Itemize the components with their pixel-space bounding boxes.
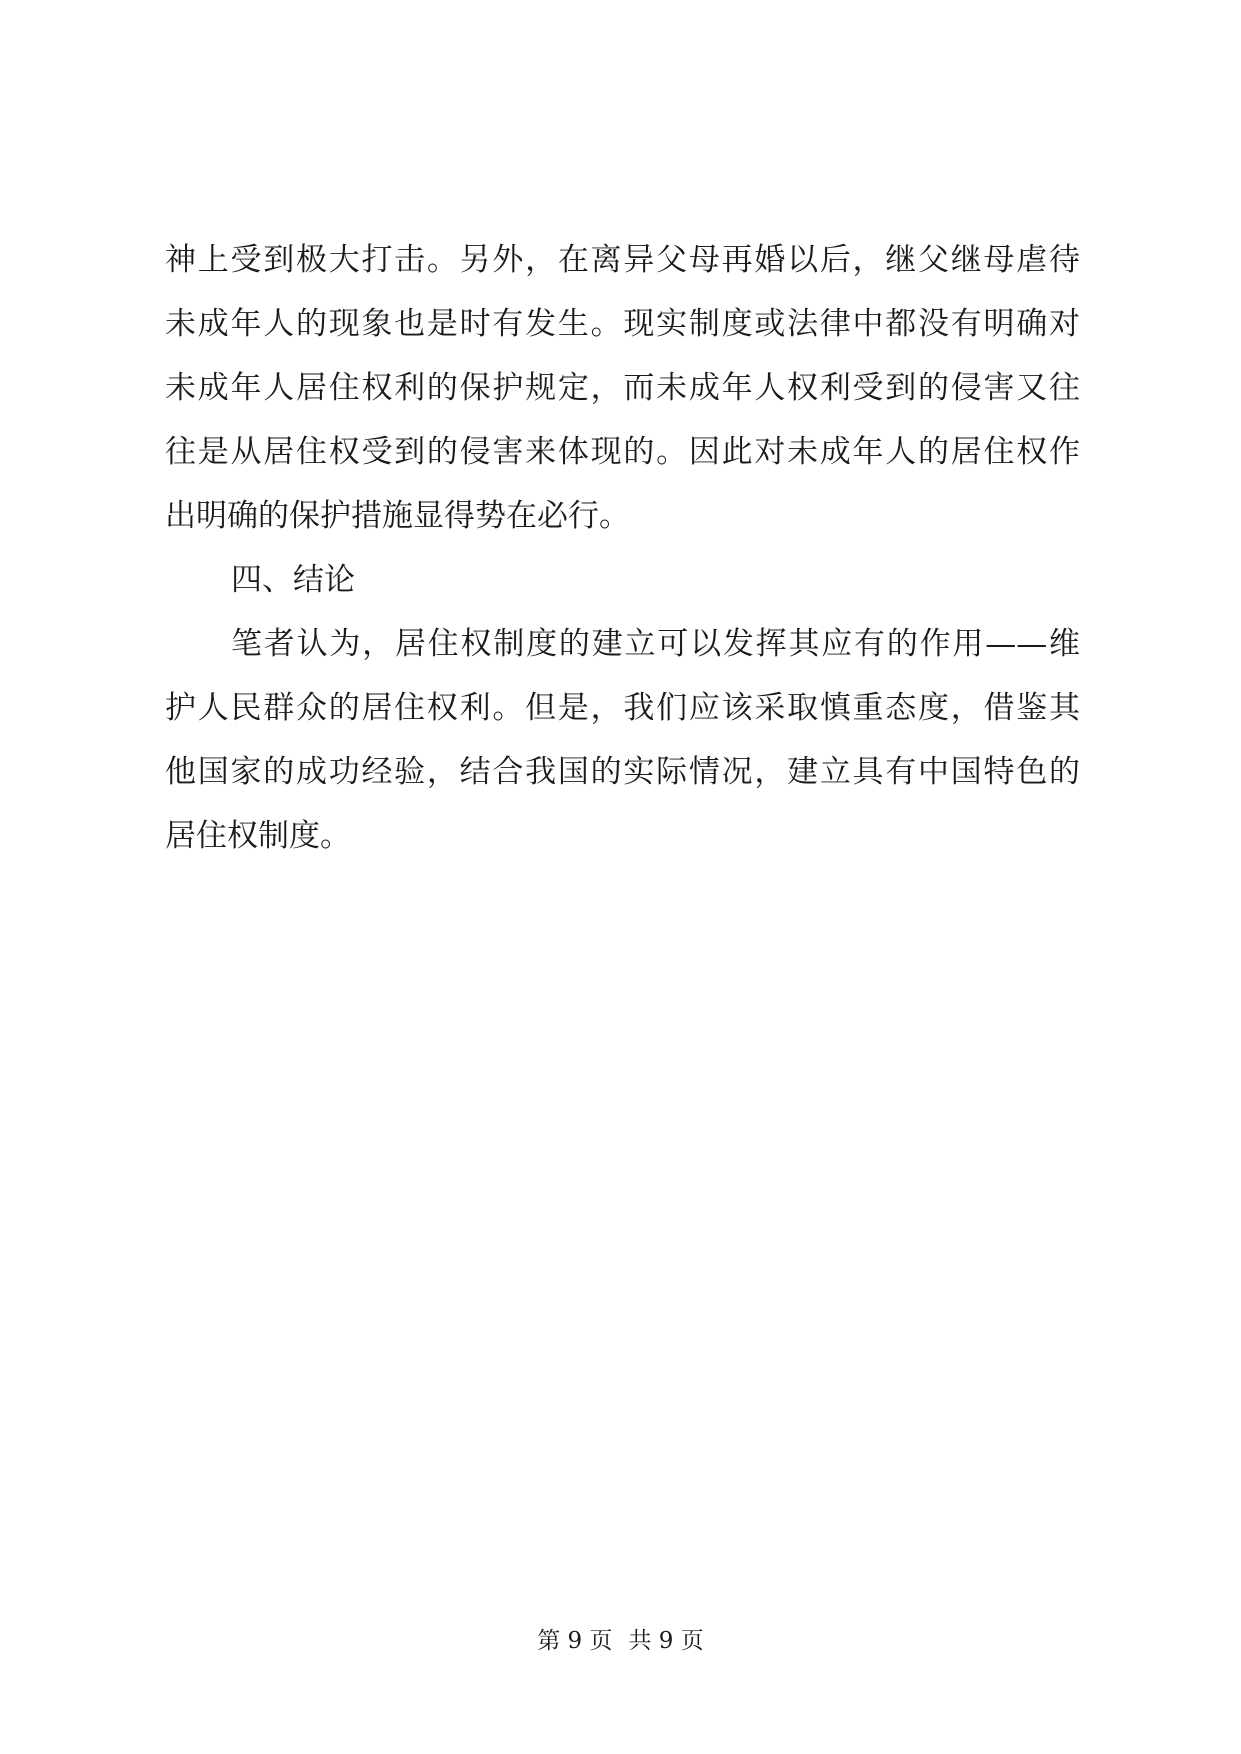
paragraph-line: 未成年人居住权利的保护规定，而未成年人权利受到的侵害又往 [165,370,1080,406]
section-heading: 四、结论 [231,562,355,598]
paragraph-line: 神上受到极大打击。另外，在离异父母再婚以后，继父继母虐待 [165,242,1080,278]
page-total: 共 9 页 [628,1628,704,1654]
paragraph-line: 往是从居住权受到的侵害来体现的。因此对未成年人的居住权作 [165,434,1080,470]
paragraph-line: 未成年人的现象也是时有发生。现实制度或法律中都没有明确对 [165,306,1080,342]
paragraph-line: 笔者认为，居住权制度的建立可以发挥其应有的作用——维 [231,626,1080,662]
paragraph-line: 他国家的成功经验，结合我国的实际情况，建立具有中国特色的 [165,754,1080,790]
document-body [165,228,1080,868]
paragraph-line: 护人民群众的居住权利。但是，我们应该采取慎重态度，借鉴其 [165,690,1080,726]
paragraph-line: 居住权制度。 [165,818,351,854]
paragraph-line: 出明确的保护措施显得势在必行。 [165,498,630,534]
page-number: 第 9 页 [537,1628,613,1654]
page-footer [0,1626,1241,1656]
